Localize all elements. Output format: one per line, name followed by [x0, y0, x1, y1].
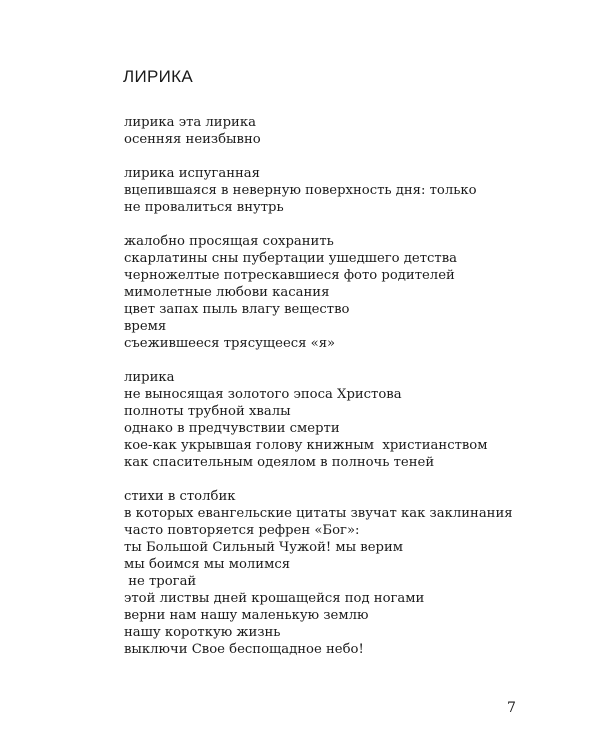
stanza — [124, 233, 513, 352]
poem-line: лирика эта лирика — [124, 115, 256, 130]
poem-body — [124, 114, 513, 675]
poem-line: скарлатины сны пубертации ушедшего детства — [124, 251, 457, 266]
stanza — [124, 114, 513, 148]
poem-line: нашу короткую жизнь — [124, 625, 281, 640]
poem-line: не трогай — [124, 574, 197, 589]
poem-line: лирика испуганная — [124, 166, 260, 181]
page-title: ЛИРИКА — [123, 67, 193, 86]
page-number: 7 — [507, 700, 516, 716]
poem-line: однако в предчувствии смерти — [124, 421, 340, 436]
poem-line: стихи в столбик — [124, 489, 236, 504]
poem-line: не выносящая золотого эпоса Христова — [124, 387, 402, 402]
stanza — [124, 488, 513, 658]
poem-line: лирика — [124, 370, 175, 385]
stanza — [124, 165, 513, 216]
poem-line: осенняя неизбывно — [124, 132, 261, 147]
poem-line: верни нам нашу маленькую землю — [124, 608, 369, 623]
poem-line: как спасительным одеялом в полночь теней — [124, 455, 435, 470]
poem-line: в которых евангельские цитаты звучат как заклинания — [124, 506, 513, 521]
poem-line: мы боимся мы молимся — [124, 557, 291, 572]
poem-line: жалобно просящая сохранить — [124, 234, 334, 249]
poem-line: черножелтые потрескавшиеся фото родителей — [124, 268, 455, 283]
poem-line: мимолетные любови касания — [124, 285, 330, 300]
poem-line: этой листвы дней крошащейся под ногами — [124, 591, 425, 606]
poem-line: съежившееся трясущееся «я» — [124, 336, 336, 351]
poem-line: ты Большой Сильный Чужой! мы верим — [124, 540, 404, 555]
poem-line: не провалиться внутрь — [124, 200, 284, 215]
poem-line: время — [124, 319, 167, 334]
poem-line: вцепившаяся в неверную поверхность дня: только — [124, 183, 477, 198]
poem-line: часто повторяется рефрен «Бог»: — [124, 523, 360, 538]
poem-line: выключи Свое беспощадное небо! — [124, 642, 364, 657]
poem-line: цвет запах пыль влагу вещество — [124, 302, 350, 317]
poem-line: кое-как укрывшая голову книжным христианством — [124, 438, 488, 453]
poem-line: полноты трубной хвалы — [124, 404, 291, 419]
stanza — [124, 369, 513, 471]
